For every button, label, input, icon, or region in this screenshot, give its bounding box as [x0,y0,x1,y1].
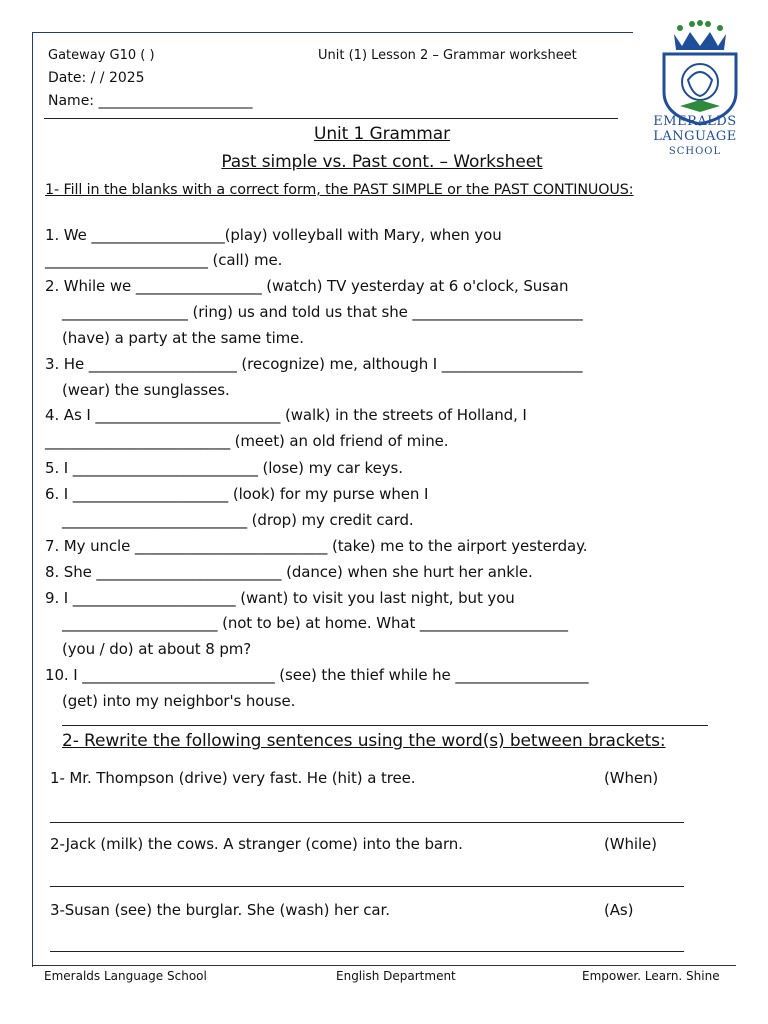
footer-divider [32,965,736,966]
sub-title: Past simple vs. Past cont. – Worksheet [221,152,543,172]
exercise-line: 5. I _________________________ (lose) my car keys. [45,459,403,477]
date-field: Date: / / 2025 [48,70,145,86]
exercise-line: (you / do) at about 8 pm? [62,640,252,658]
exercise-line: (have) a party at the same time. [62,329,304,347]
exercise-line: ______________________ (call) me. [45,251,283,269]
logo-name-line3: SCHOOL [668,146,722,157]
rewrite-cue: (As) [604,901,634,919]
rewrite-cue: (When) [604,769,659,787]
answer-line[interactable] [50,951,684,952]
exercise-line: 2. While we _________________ (watch) TV yesterday at 6 o'clock, Susan [45,277,569,295]
footer-school: Emeralds Language School [44,969,207,983]
logo-name-line1: EMERALDS [653,114,737,129]
exercise-line: (wear) the sunglasses. [62,381,230,399]
logo-name-line2: LANGUAGE [653,129,737,144]
header-divider [44,118,618,119]
answer-line[interactable] [50,822,684,823]
rewrite-sentence: 2-Jack (milk) the cows. A stranger (come) into the barn. [50,835,463,853]
section1-heading: 1- Fill in the blanks with a correct form, the PAST SIMPLE or the PAST CONTINUOUS: [45,182,634,198]
exercise-line: _________________________ (drop) my credit card. [62,511,414,529]
exercise-line: _________________ (ring) us and told us that she _______________________ [62,303,583,321]
exercise-line: (get) into my neighbor's house. [62,692,296,710]
exercise-line: 6. I _____________________ (look) for my purse when I [45,485,429,503]
rewrite-sentence: 1- Mr. Thompson (drive) very fast. He (hit) a tree. [50,769,416,787]
rewrite-sentence: 3-Susan (see) the burglar. She (wash) her car. [50,901,390,919]
unit-lesson-title: Unit (1) Lesson 2 – Grammar worksheet [318,48,577,63]
exercise-line: 7. My uncle __________________________ (take) me to the airport yesterday. [45,537,588,555]
section2-heading: 2- Rewrite the following sentences using the word(s) between brackets: [62,731,666,751]
exercise-line: 3. He ____________________ (recognize) me, although I ___________________ [45,355,583,373]
exercise-line: _________________________ (meet) an old friend of mine. [45,432,449,450]
exercise-line: _____________________ (not to be) at home. What ____________________ [62,614,568,632]
main-title: Unit 1 Grammar [314,124,450,144]
section-divider [62,725,708,726]
exercise-line: 8. She _________________________ (dance) when she hurt her ankle. [45,563,533,581]
footer-slogan: Empower. Learn. Shine [582,969,720,983]
rewrite-cue: (While) [604,835,657,853]
exercise-line: 9. I ______________________ (want) to visit you last night, but you [45,589,515,607]
exercise-line: 4. As I _________________________ (walk) in the streets of Holland, I [45,406,527,424]
exercise-line: 10. I __________________________ (see) the thief while he __________________ [45,666,589,684]
exercise-line: 1. We __________________(play) volleyball with Mary, when you [45,226,502,244]
footer-department: English Department [336,969,456,983]
name-field: Name: ______________________ [48,93,253,109]
answer-line[interactable] [50,886,684,887]
class-field: Gateway G10 ( ) [48,48,155,63]
